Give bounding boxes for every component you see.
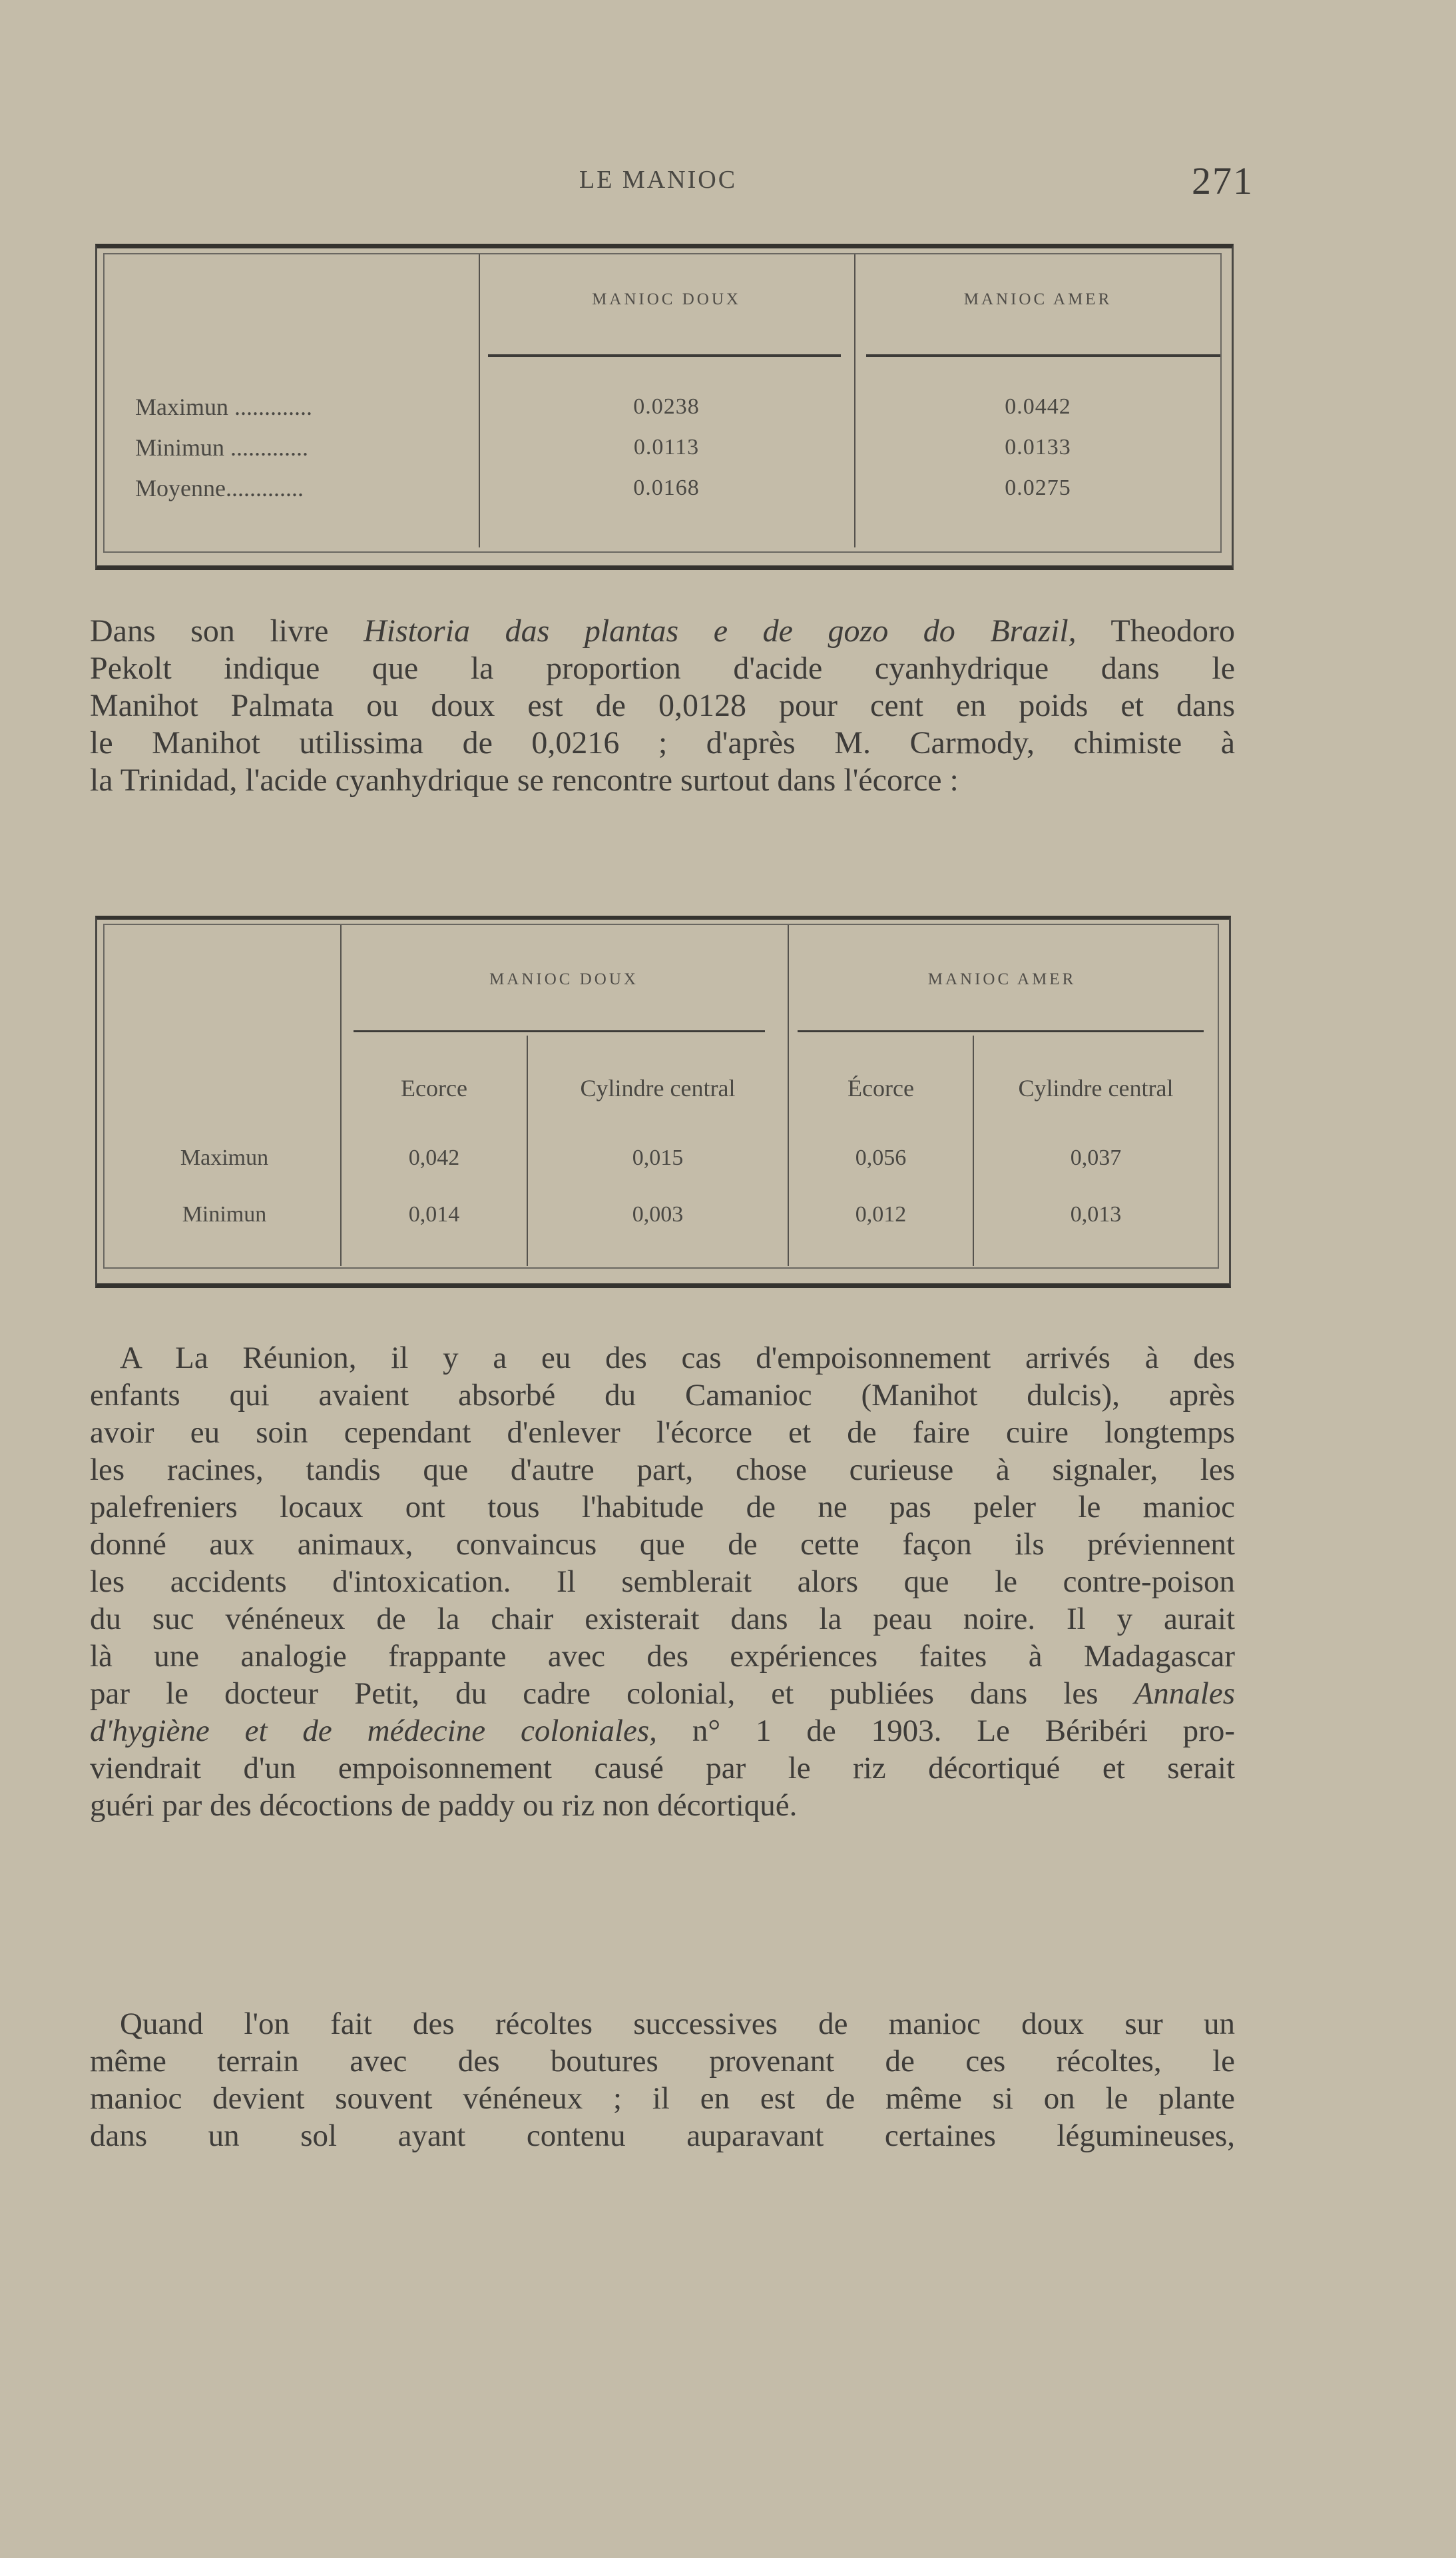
header-rule xyxy=(866,354,1220,357)
text-run: par le docteur Petit, du cadre colonial, et publiées dans les xyxy=(90,1676,1134,1711)
text-run: Dans son livre xyxy=(90,613,364,649)
header-rule xyxy=(798,1030,1204,1032)
cell-value: 0,012 xyxy=(855,1202,907,1227)
book-title: Historia das plantas e de gozo do Brazil, xyxy=(364,613,1077,649)
text-line: là une analogie frappante avec des expériences faites à Madagascar xyxy=(90,1639,1235,1674)
cell-value: 0.0168 xyxy=(633,476,700,500)
text-line xyxy=(90,1676,1235,1713)
cell-value: 0,037 xyxy=(1070,1145,1122,1170)
text-line: dans un sol ayant contenu auparavant certaines légumineuses, xyxy=(90,2118,1235,2153)
cell-value: 0,056 xyxy=(855,1145,907,1170)
subheader-ecorce: Écorce xyxy=(848,1075,914,1102)
text-line: enfants qui avaient absorbé du Camanioc (Manihot dulcis), après xyxy=(90,1378,1235,1413)
cell-value: 0.0275 xyxy=(1005,476,1071,500)
paragraph-reunion xyxy=(90,1340,1235,1825)
text-line: Manihot Palmata ou doux est de 0,0128 pour cent en poids et dans xyxy=(90,688,1235,723)
text-line: palefreniers locaux ont tous l'habitude de ne pas peler le manioc xyxy=(90,1490,1235,1524)
cell-value: 0,003 xyxy=(632,1202,684,1227)
cell-value: 0.0238 xyxy=(633,394,700,419)
cell-value: 0.0113 xyxy=(633,435,700,460)
row-label: Maximun ............. xyxy=(135,394,312,420)
text-line: donné aux animaux, convaincus que de cette façon ils préviennent xyxy=(90,1527,1235,1562)
cell-value: 0,042 xyxy=(408,1145,460,1170)
header-rule xyxy=(354,1030,765,1032)
paragraph-recoltes xyxy=(90,2006,1235,2155)
paragraph-historia xyxy=(90,613,1235,799)
text-line: viendrait d'un empoisonnement causé par le riz décortiqué et serait xyxy=(90,1751,1235,1785)
cell-value: 0.0442 xyxy=(1005,394,1071,419)
text-line: Quand l'on fait des récoltes successives de manioc doux sur un xyxy=(120,2007,1235,2041)
cell-value: 0,015 xyxy=(632,1145,684,1170)
text-line: les racines, tandis que d'autre part, chose curieuse à signaler, les xyxy=(90,1452,1235,1487)
text-line xyxy=(90,613,1235,650)
cyanide-table-1 xyxy=(95,244,1234,570)
text-run: n° 1 de 1903. Le Béribéri pro- xyxy=(656,1714,1235,1748)
text-line: même terrain avec des boutures provenant de ces récoltes, le xyxy=(90,2044,1235,2078)
row-label: Moyenne............. xyxy=(135,475,304,501)
column-header-amer: MANIOC AMER xyxy=(963,290,1112,308)
text-line: avoir eu soin cependant d'enlever l'écorce et de faire cuire longtemps xyxy=(90,1415,1235,1450)
cell-value: 0,013 xyxy=(1070,1202,1122,1227)
text-line: A La Réunion, il y a eu des cas d'empoisonnement arrivés à des xyxy=(120,1341,1235,1375)
text-line: manioc devient souvent vénéneux ; il en est de même si on le plante xyxy=(90,2081,1235,2116)
running-head xyxy=(0,159,1456,202)
cell-value: 0.0133 xyxy=(1005,435,1071,460)
row-label: Minimun ............. xyxy=(135,434,309,461)
subheader-cylindre: Cylindre central xyxy=(580,1075,736,1102)
text-line: du suc vénéneux de la chair existerait dans la peau noire. Il y aurait xyxy=(90,1602,1235,1636)
group-header-amer: MANIOC AMER xyxy=(927,970,1077,988)
text-line: Pekolt indique que la proportion d'acide cyanhydrique dans le xyxy=(90,651,1235,686)
subheader-ecorce: Ecorce xyxy=(401,1075,467,1102)
text-line: guéri par des décoctions de paddy ou riz non décortiqué. xyxy=(90,1788,798,1823)
text-line xyxy=(90,1713,1235,1750)
text-run: Theodoro xyxy=(1076,613,1235,649)
journal-title: d'hygiène et de médecine coloniales, xyxy=(90,1714,657,1748)
cell-value: 0,014 xyxy=(408,1202,460,1227)
column-header-doux: MANIOC DOUX xyxy=(592,290,741,308)
page-number: 271 xyxy=(1192,159,1254,202)
journal-title: Annales xyxy=(1134,1676,1235,1711)
subheader-cylindre: Cylindre central xyxy=(1018,1075,1174,1102)
group-header-doux: MANIOC DOUX xyxy=(489,970,638,988)
running-title: LE MANIOC xyxy=(579,166,738,194)
text-line: la Trinidad, l'acide cyanhydrique se rencontre surtout dans l'écorce : xyxy=(90,763,959,798)
text-line: le Manihot utilissima de 0,0216 ; d'après M. Carmody, chimiste à xyxy=(90,725,1235,761)
row-label: Minimun xyxy=(182,1202,267,1227)
text-line: les accidents d'intoxication. Il semblerait alors que le contre-poison xyxy=(90,1564,1235,1599)
row-label: Maximun xyxy=(180,1145,269,1170)
header-rule xyxy=(488,354,841,357)
cyanide-table-2 xyxy=(95,916,1234,1289)
